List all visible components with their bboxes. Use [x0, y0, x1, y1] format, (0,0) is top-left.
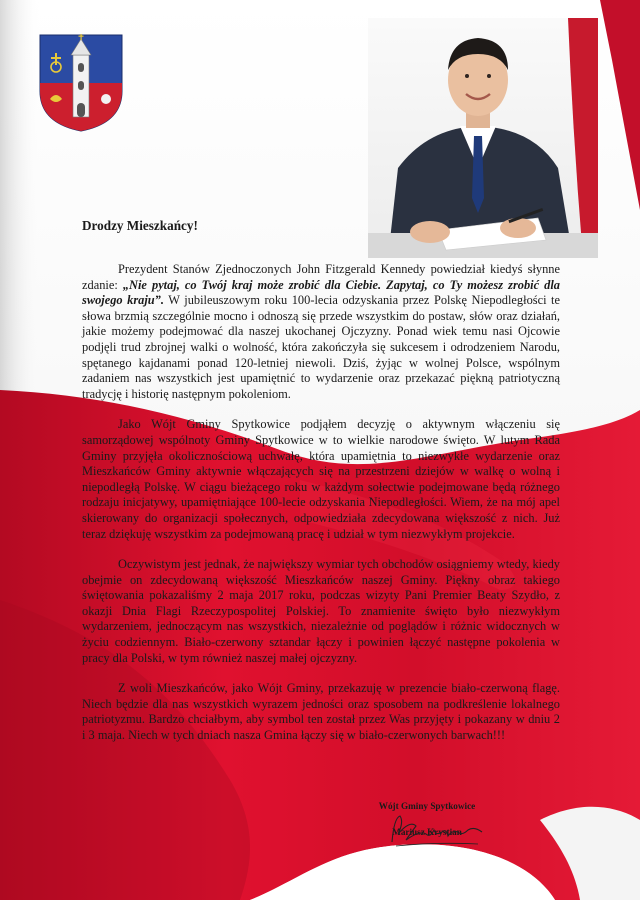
mayor-portrait-photo — [368, 18, 598, 258]
handwritten-signature — [386, 812, 486, 850]
paragraph-1-rest: W jubileuszowym roku 100-lecia odzyskania przez Polskę Niepodległości te słowa brzmią szczególnie mocno i odnoszą się przede wszystkim do postaw, słów oraz działań, jakie możemy podejmować dla naszej ukochanej Ojczyzny. Ponad wiek temu nasi Ojcowie podjęli trud zbrojnej walki o wolność, która zakończyła się sukcesem i odrodzeniem Narodu, spętanego kajdanami ponad 120-letniej niewoli. Dziś, żyjąc w wolnej Polsce, wspólnym zadaniem nas wszystkich jest upamiętnić to wydarzenie oraz przekazać piękną patriotyczną tradycję i historię następnym pokoleniom. — [82, 293, 560, 401]
paragraph-3: Oczywistym jest jednak, że największy wymiar tych obchodów osiągniemy wtedy, kiedy obejmie on zdecydowaną większość Mieszkańców naszej Gminy. Piękny obraz takiego świętowania pokazaliśmy 2 maja 2017 roku, podczas wizyty Pani Premier Beaty Szydło, z okazji Dnia Flagi Rzeczypospolitej Polskiej. To znamienite święto było niezwykłym wydarzeniem, jednoczącym nas wszystkich, niezależnie od poglądów i różnic widocznych w życiu codziennym. Biało-czerwony sztandar łączy i powinien łączyć następne pokolenia w pracy dla Polski, w tym również naszej małej ojczyzny. — [82, 557, 560, 665]
paragraph-1-intro: Prezydent Stanów Zjednoczonych John Fitzgerald Kennedy powiedział kiedyś słynne zdanie: — [82, 262, 560, 292]
coat-of-arms-emblem — [38, 33, 124, 133]
paragraph-1 — [82, 262, 560, 402]
kennedy-quote: „Nie pytaj, co Twój kraj może zrobić dla Ciebie. Zapytaj, co Ty możesz zrobić dla swojego kraju”. — [82, 277, 561, 308]
paragraph-4: Z woli Mieszkańców, jako Wójt Gminy, przekazuję w prezencie biało-czerwoną flagę. Niech będzie dla nas wszystkich wyrazem jedności oraz sposobem na podkreślenie lokalnego patriotyzmu. Bardzo chciałbym, aby symbol ten został przez Was przyjęty i pokazany w dniu 2 i 3 maja. Niech w tych dniach nasza Gmina łączy się w biało-czerwonych barwach!!! — [82, 681, 560, 743]
letter-greeting: Drodzy Mieszkańcy! — [82, 218, 198, 233]
signature-title: Wójt Gminy Spytkowice — [378, 801, 476, 811]
paragraph-2: Jako Wójt Gminy Spytkowice podjąłem decyzję o aktywnym włączeniu się samorządowej wspólnoty Gminy Spytkowice w to wielkie narodowe święto. W lutym Rada Gminy przyjęła okolicznościową uchwałę, która upamiętnia to niezwykłe wydarzenie oraz Mieszkańców Gminy aktywnie włączających się na przestrzeni dziejów w walkę o wolną i niepodległą Polskę. W ciągu bieżącego roku w każdym sołectwie podejmowane będą różnego rodzaju inicjatywy, upamiętniające 100-lecie odzyskania Niepodległości. Wiem, że na mój apel skierowany do organizacji społecznych, odpowiedziała zdecydowana większość z nich. Już teraz dziękuję wszystkim za podejmowaną pracę i udział w tym niezwykłym projekcie. — [82, 417, 560, 541]
signature-name: Mariusz Krystian — [392, 827, 462, 837]
letter-body — [82, 262, 560, 744]
